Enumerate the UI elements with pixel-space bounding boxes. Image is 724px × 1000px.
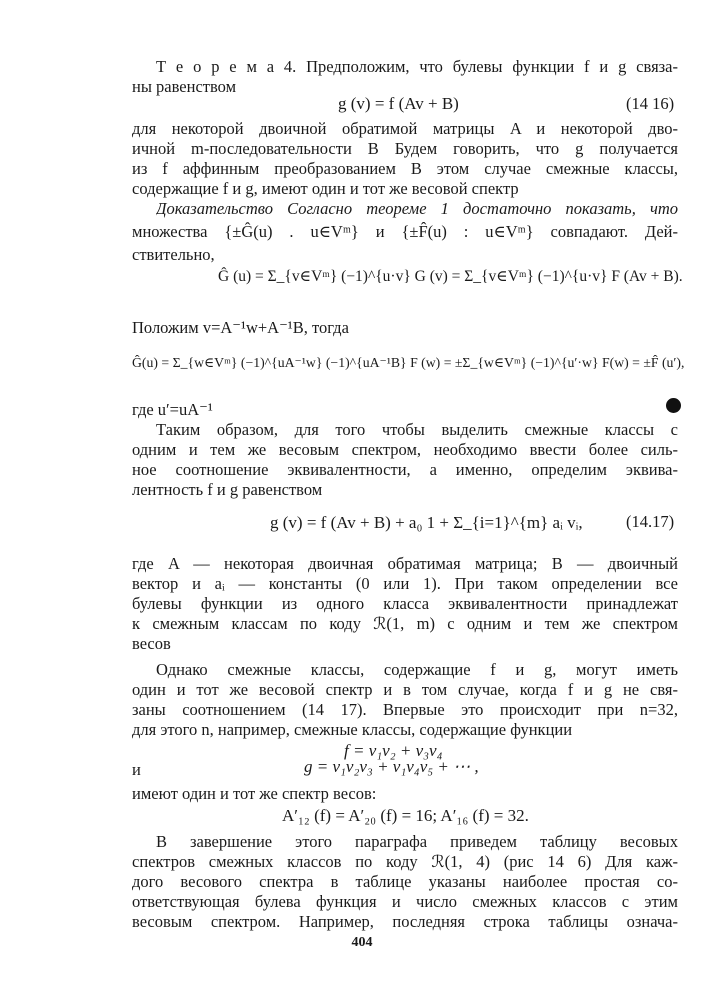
text-line: Таким образом, для того чтобы выделить смежные классы с xyxy=(156,420,678,439)
formula-f: f = v₁v₂ + v₃v₄ xyxy=(344,741,443,760)
text-line: заны соотношением (14 17). Впервые это происходит при n=32, xyxy=(132,700,678,719)
text-line: и xyxy=(132,760,141,779)
text-line: ное соотношение эквивалентности, а именно, определим эквива- xyxy=(132,460,678,479)
text-line: В завершение этого параграфа приведем таблицу весовых xyxy=(156,832,678,851)
theorem-line-1: Т е о р е м а 4. Предположим, что булевы функции f и g связа- xyxy=(156,57,678,76)
proof-line: Доказательство Согласно теореме 1 достаточно показать, что xyxy=(156,199,678,218)
text-line: имеют один и тот же спектр весов: xyxy=(132,784,377,803)
text-line: к смежным классам по коду ℛ(1, m) с одним и тем же спектром xyxy=(132,614,678,633)
text-line: где A — некоторая двоичная обратимая матрица; B — двоичный xyxy=(132,554,678,573)
text-line: ичной m-последовательности B Будем говорить, что g получается xyxy=(132,139,678,158)
text-line: булевы функции из одного класса эквивалентности принадлежат xyxy=(132,594,678,613)
text-line: для некоторой двоичной обратимой матрицы A и некоторой дво- xyxy=(132,119,678,138)
formula-weights: A′₁₂ (f) = A′₂₀ (f) = 16; A′₁₆ (f) = 32. xyxy=(282,806,529,825)
text-line: дого весового спектра в таблице указаны наиболее простая со- xyxy=(132,872,678,891)
printing-blot xyxy=(666,398,681,413)
theorem-line-2: ны равенством xyxy=(132,77,237,96)
text-line: спектров смежных классов по коду ℛ(1, 4) (рис 14 6) Для каж- xyxy=(132,852,678,871)
text-line: ответствующая булева функция и число смежных классов с этим xyxy=(132,892,678,911)
formula-g-hat-transformed: Ĝ(u) = Σ_{w∈Vᵐ} (−1)^{uA⁻¹w} (−1)^{uA⁻¹B} F (w) = ±Σ_{w∈Vᵐ} (−1)^{u′·w} F(w) = ±F̂ (u′), xyxy=(132,355,685,370)
text-line: ствительно, xyxy=(132,245,215,264)
equation-number-14-16: (14 16) xyxy=(626,94,675,113)
text-line: один и тот же весовой спектр и в том случае, когда f и g не свя- xyxy=(132,680,678,699)
text-line: весовым спектром. Например, последняя строка таблицы означа- xyxy=(132,912,678,931)
formula-14-17: g (v) = f (Av + B) + a₀ 1 + Σ_{i=1}^{m} aᵢ vᵢ, xyxy=(270,513,583,532)
text-line: одним и тем же весовым спектром, необходимо ввести более силь- xyxy=(132,440,678,459)
formula-14-16: g (v) = f (Av + B) xyxy=(338,94,459,113)
sets-line: множества {±Ĝ(u) . u∈Vᵐ} и {±F̂(u) : u∈Vᵐ} совпадают. Дей- xyxy=(132,222,678,241)
text-line: из f аффинным преобразованием В этом случае смежные классы, xyxy=(132,159,678,178)
equation-number-14-17: (14.17) xyxy=(626,512,675,531)
text-line: вектор и aᵢ — константы (0 или 1). При таком определении все xyxy=(132,574,678,593)
text-line: весов xyxy=(132,634,171,653)
page-number: 404 xyxy=(351,935,373,950)
formula-g-hat: Ĝ (u) = Σ_{v∈Vᵐ} (−1)^{u·v} G (v) = Σ_{v∈Vᵐ} (−1)^{u·v} F (Av + B). xyxy=(218,268,683,285)
formula-g: g = v₁v₂v₃ + v₁v₄v₅ + ⋯ , xyxy=(304,757,479,776)
text-line: где u′=uA⁻¹ xyxy=(132,400,213,419)
text-line: Однако смежные классы, содержащие f и g, могут иметь xyxy=(156,660,678,679)
substitution-line: Положим v=A⁻¹w+A⁻¹B, тогда xyxy=(132,318,349,337)
text-line: для этого n, например, смежные классы, содержащие функции xyxy=(132,720,573,739)
text-line: содержащие f и g, имеют один и тот же весовой спектр xyxy=(132,179,519,198)
text-line: лентность f и g равенством xyxy=(132,480,323,499)
